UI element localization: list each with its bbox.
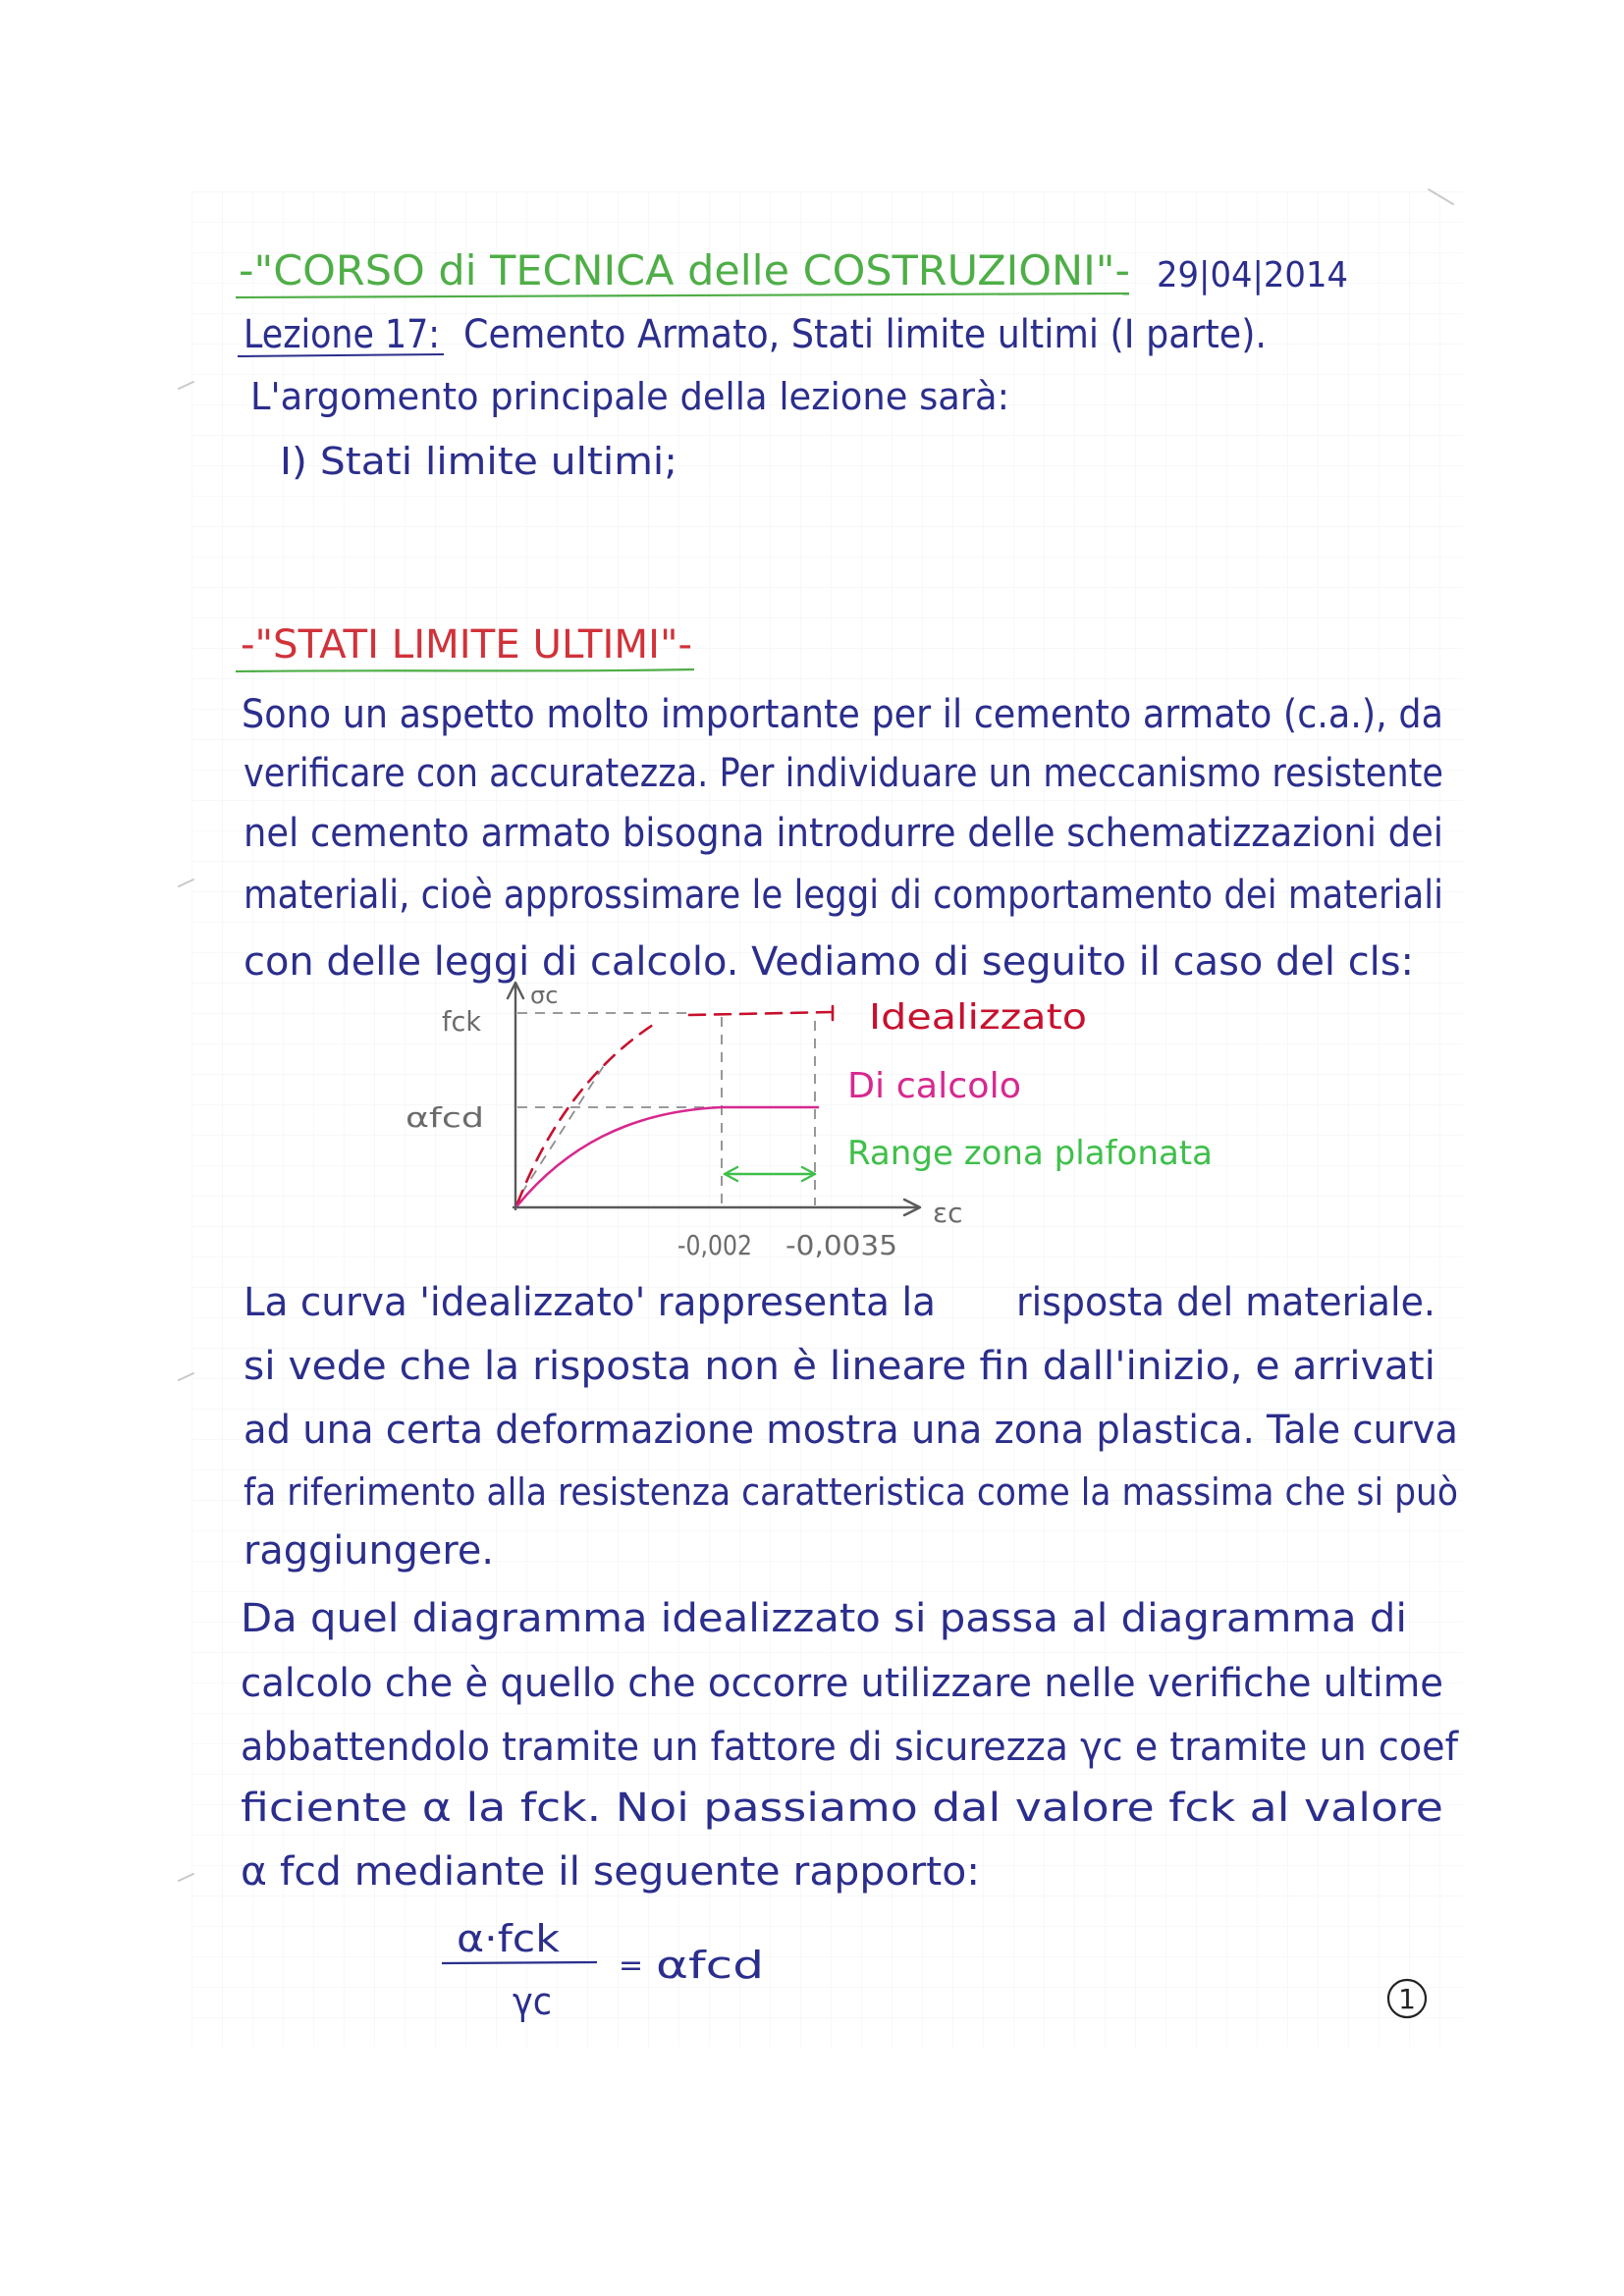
course-title: -"CORSO di TECNICA delle COSTRUZIONI"- <box>239 246 1130 294</box>
margin-mark <box>179 382 193 389</box>
legend-range: Range zona plafonata <box>847 1134 1213 1173</box>
paragraph-line: Sono un aspetto molto importante per il cemento armato (c.a.), da <box>242 692 1443 737</box>
x-tick-label: -0,0035 <box>785 1229 897 1261</box>
paragraph-line: α fcd mediante il seguente rapporto: <box>241 1849 980 1895</box>
y-axis-label: σc <box>530 982 559 1009</box>
margin-mark <box>179 1373 193 1380</box>
lesson-date: 29|04|2014 <box>1157 255 1348 295</box>
paragraph-line: ad una certa deformazione mostra una zona plastica. Tale curva <box>244 1408 1458 1453</box>
paragraph-line: abbattendolo tramite un fattore di sicurezza γc e tramite un coef <box>241 1725 1459 1770</box>
lesson-label: Lezione 17: <box>244 312 440 357</box>
page-number-text: 1 <box>1398 1983 1416 2015</box>
legend-range-group <box>847 1134 1213 1173</box>
section-title-group <box>241 622 692 667</box>
paragraph-line: calcolo che è quello che occorre utilizzare nelle verifiche ultime <box>241 1661 1443 1706</box>
paragraph-line: verificare con accuratezza. Per individuare un meccanismo resistente <box>244 751 1443 796</box>
x-axis-label: εc <box>933 1197 963 1229</box>
lesson-intro: L'argomento principale della lezione sarà: <box>250 375 1009 418</box>
title-group <box>239 246 1130 294</box>
x-tick-label: -0,002 <box>677 1229 752 1261</box>
paragraph-1 <box>242 692 1443 985</box>
margin-mark <box>179 880 193 886</box>
fck-label: fck <box>442 1005 482 1038</box>
formula-fraction-bar <box>442 1962 597 1963</box>
topic-list-item: I) Stati limite ultimi; <box>280 440 677 483</box>
lesson-topic: Cemento Armato, Stati limite ultimi (I parte). <box>463 312 1267 357</box>
legend-idealized-group <box>869 997 1087 1038</box>
section-title: -"STATI LIMITE ULTIMI"- <box>241 622 692 667</box>
paragraph-line: risposta del materiale. <box>1016 1280 1435 1325</box>
paragraph-line: nel cemento armato bisogna introdurre delle schematizzazioni dei <box>244 811 1443 856</box>
formula-equals: = <box>619 1949 644 1983</box>
paragraph-line: ficiente α la fck. Noi passiamo dal valore fck al valore <box>241 1786 1443 1831</box>
paragraph-line: fa riferimento alla resistenza caratteristica come la massima che si può <box>244 1470 1458 1514</box>
paragraph-line: Da quel diagramma idealizzato si passa al diagramma di <box>241 1596 1407 1641</box>
paragraph-line: con delle leggi di calcolo. Vediamo di seguito il caso del cls: <box>244 939 1414 985</box>
formula-result: αfcd <box>656 1944 764 1987</box>
legend-idealized: Idealizzato <box>869 997 1087 1038</box>
margin-mark <box>179 1874 193 1881</box>
paragraph-line: materiali, cioè approssimare le leggi di comportamento dei materiali <box>244 873 1443 918</box>
paragraph-line: La curva 'idealizzato' rappresenta la <box>244 1280 936 1325</box>
paragraph-line: raggiungere. <box>244 1528 494 1574</box>
afcd-label: αfcd <box>406 1101 484 1134</box>
legend-design-group <box>847 1066 1021 1106</box>
formula-numerator: α·fck <box>457 1917 560 1960</box>
paragraph-line: si vede che la risposta non è lineare fin dall'inizio, e arrivati <box>244 1344 1435 1389</box>
legend-design: Di calcolo <box>847 1066 1021 1106</box>
formula-denominator: γc <box>513 1980 552 2023</box>
